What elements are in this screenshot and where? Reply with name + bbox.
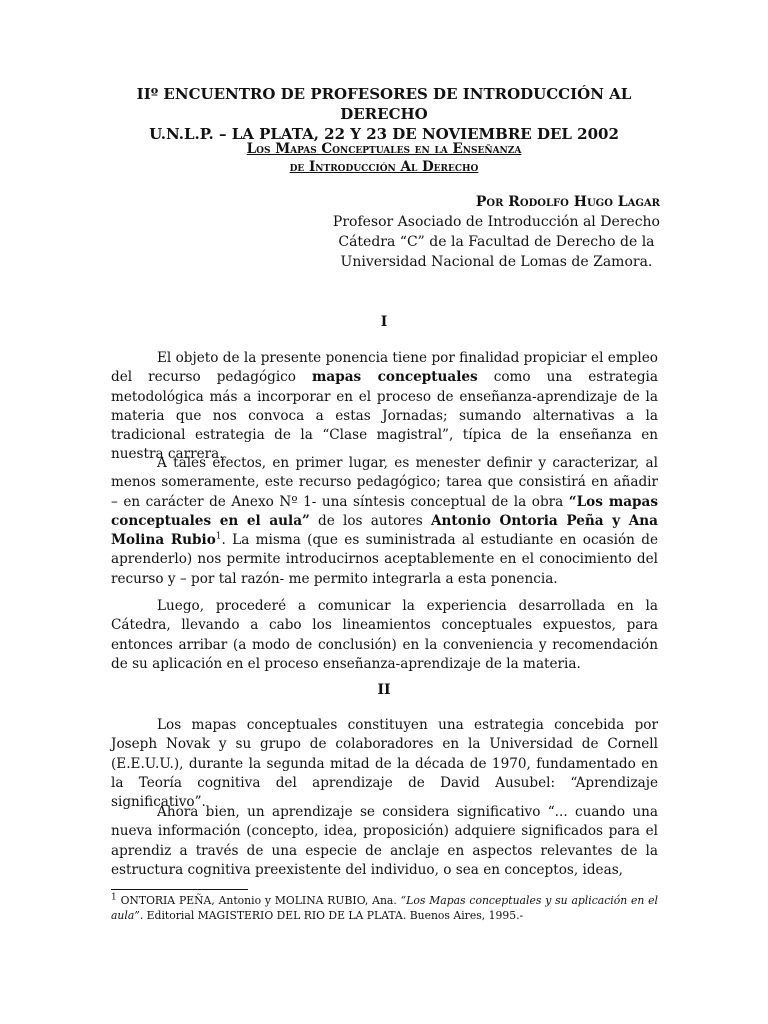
author-affiliation-3: Universidad Nacional de Lomas de Zamora. — [340, 254, 653, 270]
p2-text-c: de los autores — [309, 512, 431, 529]
p1-bold-term: mapas conceptuales — [312, 369, 478, 386]
footnote-divider — [111, 889, 248, 890]
author-block — [333, 192, 660, 272]
footnote-number: 1 — [111, 892, 117, 903]
p5-text: Ahora bien, un aprendizaje se considera significativo “... cuando una nueva información (concepto, idea, proposición) adquiere significados para el aprendiz a través de una especie de anclaje en aspectos relevantes de la estructura cognitiva preexistente del individuo, o sea en conceptos, ideas, — [111, 804, 658, 878]
header-line-1: IIº ENCUENTRO DE PROFESORES DE INTRODUCCIÓN AL DERECHO — [136, 85, 632, 123]
paper-title — [100, 140, 668, 176]
p4-text: Los mapas conceptuales constituyen una estrategia concebida por Joseph Novak y su grupo de colaboradores en la Universidad de Cornell (E.E.U.U.), durante la segunda mitad de la década de 1970, fundamentado en la Teoría cognitiva del aprendizaje de David Ausubel: “Aprendizaje significativo”. — [111, 717, 658, 811]
paragraph-4 — [111, 716, 658, 812]
paragraph-3 — [111, 597, 658, 674]
p1-text-a: El objeto de la presente ponencia tiene por finalidad propiciar el empleo del recurso pedagógico — [111, 350, 658, 386]
p2-authors: Antonio Ontoria Peña y Ana Molina Rubio — [111, 512, 658, 549]
p2-book-title: “Los mapas conceptuales en el aula” — [111, 493, 658, 529]
paragraph-2 — [111, 454, 658, 589]
conference-header — [100, 84, 668, 144]
author-name: Por Rodolfo Hugo Lagar — [475, 194, 660, 210]
section-heading-2: II — [377, 682, 391, 698]
header-line-2: U.N.L.P. – LA PLATA, 22 Y 23 DE NOVIEMBRE DEL 2002 — [149, 125, 619, 143]
footnote — [111, 893, 658, 923]
p2-text-a: A tales efectos, en primer lugar, es menester definir y caracterizar, al menos someramente, este recurso pedagógico; tarea que consistirá en añadir – en carácter de Anexo Nº 1- una síntesis conceptual de la obra — [111, 455, 658, 510]
p1-text-c: como una estrategia metodológica más a incorporar en el proceso de enseñanza-aprendizaje de la materia que nos convoca a estas Jornadas; sumando alternativas a la tradicional estrategia de la “Clase magistral”, típica de la enseñanza en nuestra carrera. — [111, 369, 658, 463]
footnote-ref: 1 — [215, 531, 222, 542]
footnote-text-c: . Editorial MAGISTERIO DEL RIO DE LA PLATA. Buenos Aires, 1995.- — [139, 909, 524, 922]
paragraph-5 — [111, 803, 658, 880]
section-heading-1: I — [380, 314, 388, 330]
title-line-2: de Introducción Al Derecho — [289, 159, 479, 175]
title-line-1: Los Mapas Conceptuales en la Enseñanza — [246, 141, 522, 157]
p3-text: Luego, procederé a comunicar la experiencia desarrollada en la Cátedra, llevando a cabo los lineamientos conceptuales expuestos, para entonces arribar (a modo de conclusión) en la conveniencia y recomendación de su aplicación en el proceso enseñanza-aprendizaje de la materia. — [111, 598, 658, 672]
author-affiliation-1: Profesor Asociado de Introducción al Derecho — [332, 214, 660, 230]
footnote-book-title: “Los Mapas conceptuales y su aplicación en el aula” — [111, 894, 659, 922]
footnote-text-a: ONTORIA PEÑA, Antonio y MOLINA RUBIO, Ana. — [116, 894, 401, 907]
p2-text-e: . La misma (que es suministrada al estudiante en ocasión de aprenderlo) nos permite introducirnos aceptablemente en el conocimiento del recurso y – por tal razón- me permito integrarla a esta ponencia. — [111, 532, 658, 587]
author-affiliation-2: Cátedra “C” de la Facultad de Derecho de la — [338, 234, 655, 250]
paragraph-1 — [111, 349, 658, 465]
